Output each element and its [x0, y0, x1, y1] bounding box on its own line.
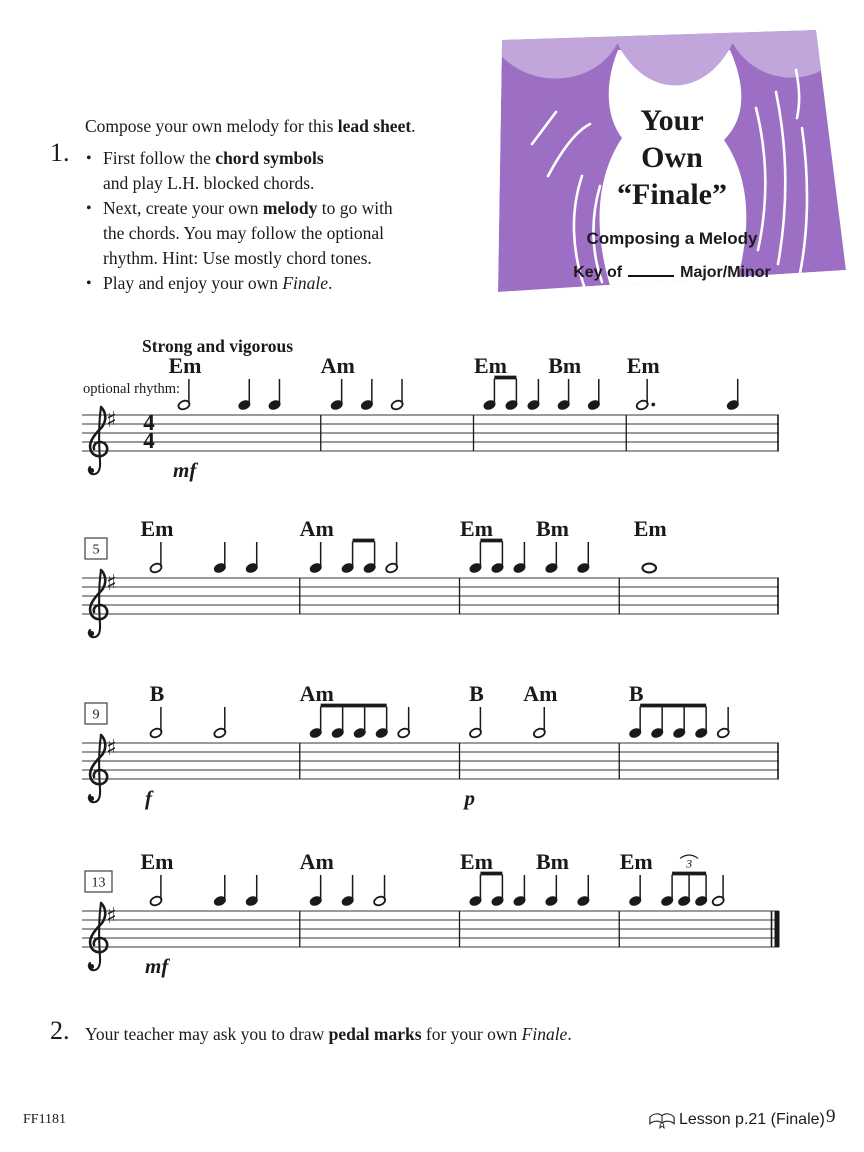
measure-notes: [149, 875, 258, 907]
text-segment: lead sheet: [337, 116, 412, 136]
treble-clef-icon: [89, 407, 107, 474]
measure-notes: [628, 706, 730, 739]
measure-notes: [149, 707, 226, 739]
chord-symbol: B: [149, 681, 165, 706]
sharp-icon: ♯: [106, 408, 117, 433]
measure-notes: [177, 379, 281, 411]
chord-symbol: Am: [299, 516, 334, 541]
text-segment: .: [567, 1024, 572, 1044]
chord-symbol: Em: [626, 353, 660, 378]
text-segment: .: [411, 116, 416, 136]
chord-symbol: Am: [299, 681, 334, 706]
measure-notes: [149, 542, 258, 574]
measure-notes: [309, 541, 399, 574]
lesson-reference: [648, 1110, 825, 1130]
bullet-dot-icon: •: [86, 275, 92, 292]
measure-notes: [642, 564, 656, 573]
svg-text:4: 4: [143, 428, 155, 453]
dynamic-marking: p: [464, 786, 475, 810]
chord-symbol: Bm: [535, 516, 569, 541]
chord-symbol: Am: [299, 849, 334, 874]
chord-symbol: Em: [140, 849, 174, 874]
item-2-number: 2.: [50, 1016, 70, 1045]
measure-notes: [635, 379, 739, 411]
key-suffix: Major/Minor: [680, 264, 771, 281]
chord-symbol: Em: [140, 516, 174, 541]
banner-title-line: Your: [640, 104, 704, 137]
chord-symbol: Em: [474, 353, 507, 378]
measure-notes: [330, 379, 404, 411]
svg-text:9: 9: [92, 707, 100, 723]
banner-title-line: “Finale”: [617, 178, 727, 211]
chord-symbol: Bm: [535, 849, 569, 874]
chord-symbol: B: [469, 681, 484, 706]
banner-subtitle: Composing a Melody: [586, 229, 758, 248]
text-segment: and play L.H. blocked chords.: [103, 173, 315, 193]
banner-title-line: Own: [641, 141, 703, 174]
treble-clef-icon: [89, 735, 107, 802]
staff: [82, 415, 779, 451]
text-segment: .: [328, 273, 333, 293]
sharp-icon: ♯: [106, 736, 117, 761]
music-system-2: [82, 516, 779, 637]
item-2-text: [85, 1024, 572, 1045]
text-segment: Finale: [282, 273, 329, 293]
measure-number-box: [85, 538, 107, 559]
catalog-number: FF1181: [23, 1112, 67, 1127]
chord-symbol: Em: [460, 849, 493, 874]
item-1-number: 1.: [50, 138, 70, 167]
chord-symbol: B: [628, 681, 644, 706]
sharp-icon: ♯: [106, 571, 117, 596]
measure-notes: [469, 707, 546, 739]
text-segment: for your own: [421, 1024, 522, 1044]
text-segment: the chords. You may follow the optional: [103, 223, 384, 243]
time-signature: [143, 410, 155, 453]
bullet-dot-icon: •: [86, 200, 92, 217]
svg-text:5: 5: [92, 542, 100, 558]
tempo-marking: Strong and vigorous: [142, 336, 294, 356]
chord-symbol: Em: [168, 353, 202, 378]
treble-clef-icon: [89, 570, 107, 637]
staff: [82, 578, 779, 614]
sharp-icon: ♯: [106, 904, 117, 929]
chord-symbol: Em: [460, 516, 493, 541]
staff: [82, 743, 779, 779]
text-segment: pedal marks: [328, 1024, 422, 1044]
chord-symbol: Em: [619, 849, 653, 874]
key-prefix: Key of: [573, 264, 623, 281]
measure-notes: [469, 874, 590, 907]
text-segment: Next, create your own: [103, 198, 263, 218]
optional-rhythm-label: optional rhythm:: [83, 381, 181, 397]
text-segment: melody: [262, 198, 318, 218]
staff: [82, 911, 780, 947]
text-segment: Compose your own melody for this: [85, 116, 338, 136]
text-segment: to go with: [317, 198, 393, 218]
dynamic-marking: f: [145, 786, 152, 810]
text-segment: Your teacher may ask you to draw: [85, 1024, 329, 1044]
chord-symbol: Bm: [548, 353, 582, 378]
chord-symbol: Am: [523, 681, 558, 706]
dynamic-marking: mf: [173, 458, 197, 482]
text-segment: First follow the: [103, 148, 216, 168]
music-system-1: [82, 336, 779, 482]
measure-number-box: [85, 871, 112, 892]
music-system-4: [82, 849, 780, 978]
text-segment: chord symbols: [215, 148, 324, 168]
chord-symbol: Am: [320, 353, 355, 378]
text-segment: rhythm. Hint: Use mostly chord tones.: [103, 248, 372, 268]
chord-symbol: Em: [633, 516, 667, 541]
page-number: 9: [826, 1106, 836, 1127]
measure-notes: [483, 378, 601, 411]
lesson-reference-text: Lesson p.21 (Finale): [679, 1111, 825, 1128]
text-segment: Play and enjoy your own: [103, 273, 283, 293]
book-icon: [648, 1110, 676, 1130]
text-segment: Finale: [521, 1024, 568, 1044]
music-system-3: [82, 681, 779, 810]
svg-text:13: 13: [91, 875, 106, 891]
treble-clef-icon: [89, 903, 107, 970]
bullet-dot-icon: •: [86, 150, 92, 167]
svg-text:4: 4: [143, 410, 155, 435]
measure-notes: [309, 706, 411, 739]
measure-number-box: [85, 703, 107, 724]
measure-notes: [309, 875, 386, 907]
measure-notes: [469, 541, 590, 574]
dynamic-marking: mf: [145, 954, 169, 978]
triplet-number: 3: [686, 856, 693, 871]
